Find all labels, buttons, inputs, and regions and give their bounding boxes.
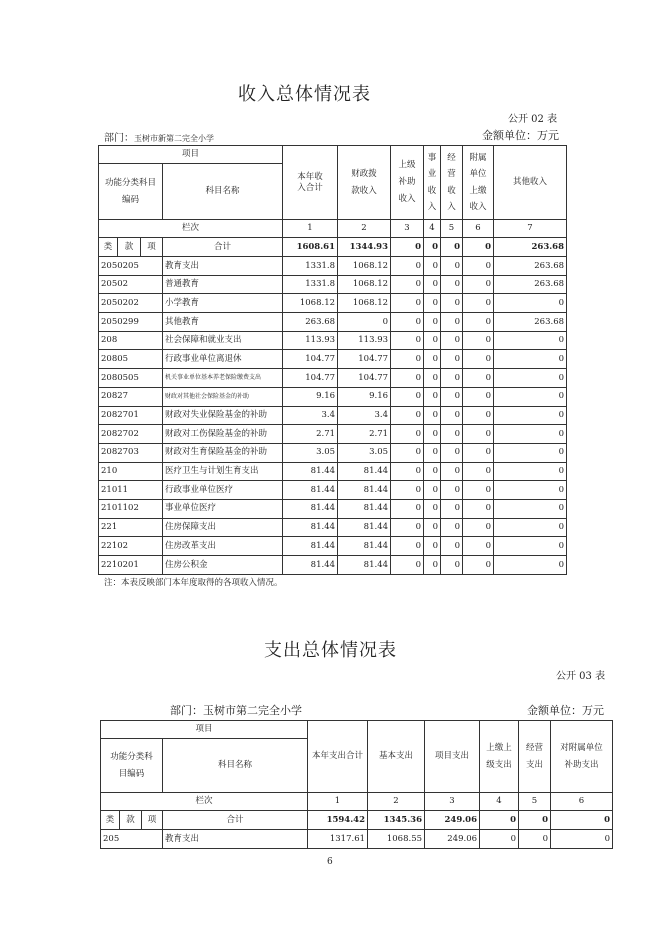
income-dept xyxy=(104,129,214,144)
col-header: 事业收入 xyxy=(424,146,441,220)
row-value: 0 xyxy=(494,481,567,500)
row-value: 249.06 xyxy=(425,830,480,849)
row-value: 0 xyxy=(391,462,424,481)
row-value: 81.44 xyxy=(338,556,391,575)
col-header: 其他收入 xyxy=(494,146,567,220)
row-name: 财政对工伤保险基金的补助 xyxy=(163,425,283,444)
total-value: 0 xyxy=(519,811,551,830)
table-row xyxy=(99,443,567,462)
row-value: 0 xyxy=(441,537,463,556)
col-header: 上缴上级支出 xyxy=(480,721,519,793)
header-name: 科目名称 xyxy=(163,164,283,220)
total-value: 263.68 xyxy=(494,238,567,257)
row-code: 2210201 xyxy=(99,556,163,575)
income-table xyxy=(98,145,567,575)
row-value: 0 xyxy=(463,257,494,276)
table-row xyxy=(99,275,567,294)
row-code: 2050205 xyxy=(99,257,163,276)
table-row xyxy=(99,350,567,369)
xiang-label: 项 xyxy=(141,238,163,257)
table-row xyxy=(99,387,567,406)
table-row xyxy=(99,369,567,388)
row-value: 3.4 xyxy=(283,406,338,425)
column-number: 5 xyxy=(519,793,551,811)
row-name: 行政事业单位医疗 xyxy=(163,481,283,500)
row-code: 205 xyxy=(101,830,163,849)
row-name: 住房公积金 xyxy=(163,556,283,575)
row-value: 0 xyxy=(494,294,567,313)
row-value: 0 xyxy=(463,556,494,575)
row-value: 0 xyxy=(494,537,567,556)
row-value: 81.44 xyxy=(283,499,338,518)
row-value: 0 xyxy=(519,830,551,849)
row-value: 0 xyxy=(391,331,424,350)
row-code: 21011 xyxy=(99,481,163,500)
dept-name: 玉树市新第二完全小学 xyxy=(134,134,214,143)
column-number: 4 xyxy=(480,793,519,811)
table-row xyxy=(99,537,567,556)
row-value: 0 xyxy=(463,537,494,556)
row-value: 0 xyxy=(463,481,494,500)
row-value: 0 xyxy=(441,425,463,444)
row-value: 0 xyxy=(551,830,613,849)
row-value: 0 xyxy=(463,462,494,481)
row-value: 0 xyxy=(424,425,441,444)
column-number: 3 xyxy=(425,793,480,811)
row-value: 104.77 xyxy=(338,369,391,388)
row-value: 104.77 xyxy=(338,350,391,369)
row-code: 2082701 xyxy=(99,406,163,425)
row-value: 0 xyxy=(463,331,494,350)
row-name: 其他教育 xyxy=(163,313,283,332)
row-value: 0 xyxy=(494,369,567,388)
row-value: 0 xyxy=(494,499,567,518)
row-value: 3.4 xyxy=(338,406,391,425)
column-number: 3 xyxy=(391,220,424,238)
col-header: 经营支出 xyxy=(519,721,551,793)
table-row xyxy=(99,406,567,425)
row-value: 0 xyxy=(391,443,424,462)
row-value: 1068.12 xyxy=(283,294,338,313)
col-header: 项目支出 xyxy=(425,721,480,793)
row-name: 机关事业单位基本养老保险缴费支出 xyxy=(163,369,283,388)
row-value: 0 xyxy=(441,556,463,575)
row-name: 行政事业单位离退休 xyxy=(163,350,283,369)
xiang-label: 项 xyxy=(142,811,163,830)
row-value: 0 xyxy=(494,518,567,537)
row-value: 0 xyxy=(424,462,441,481)
table-row xyxy=(99,518,567,537)
row-value: 2.71 xyxy=(283,425,338,444)
row-value: 0 xyxy=(480,830,519,849)
row-code: 20502 xyxy=(99,275,163,294)
row-value: 0 xyxy=(424,499,441,518)
row-name: 住房改革支出 xyxy=(163,537,283,556)
header-item: 项目 xyxy=(101,721,308,739)
header-code: 功能分类科目编码 xyxy=(99,164,163,220)
row-value: 0 xyxy=(424,387,441,406)
row-value: 0 xyxy=(424,313,441,332)
row-value: 0 xyxy=(391,556,424,575)
table-row xyxy=(99,462,567,481)
row-value: 9.16 xyxy=(283,387,338,406)
row-value: 263.68 xyxy=(494,257,567,276)
column-number: 4 xyxy=(424,220,441,238)
row-value: 0 xyxy=(424,556,441,575)
row-value: 0 xyxy=(441,443,463,462)
row-value: 0 xyxy=(441,499,463,518)
row-value: 0 xyxy=(463,313,494,332)
row-value: 0 xyxy=(441,369,463,388)
row-value: 0 xyxy=(441,275,463,294)
row-value: 0 xyxy=(391,275,424,294)
row-value: 1068.12 xyxy=(338,294,391,313)
table-row xyxy=(101,830,613,849)
expense-dept: 部门：玉树市第二完全小学 xyxy=(170,704,302,717)
column-number: 6 xyxy=(463,220,494,238)
col-header: 基本支出 xyxy=(368,721,425,793)
income-unit: 金额单位：万元 xyxy=(482,129,559,142)
row-value: 0 xyxy=(391,425,424,444)
row-value: 9.16 xyxy=(338,387,391,406)
dept-label: 部门： xyxy=(104,133,134,144)
row-value: 0 xyxy=(391,406,424,425)
table-row xyxy=(99,331,567,350)
row-value: 0 xyxy=(391,481,424,500)
row-value: 0 xyxy=(494,425,567,444)
row-value: 0 xyxy=(494,331,567,350)
row-value: 0 xyxy=(424,331,441,350)
row-value: 0 xyxy=(494,462,567,481)
row-value: 0 xyxy=(424,257,441,276)
row-value: 0 xyxy=(441,294,463,313)
income-note: 注：本表反映部门本年度取得的各项收入情况。 xyxy=(104,578,283,588)
row-value: 0 xyxy=(391,499,424,518)
row-name: 事业单位医疗 xyxy=(163,499,283,518)
total-value: 0 xyxy=(391,238,424,257)
col-header: 附属单位上缴收入 xyxy=(463,146,494,220)
row-value: 0 xyxy=(391,537,424,556)
row-name: 小学教育 xyxy=(163,294,283,313)
row-value: 113.93 xyxy=(338,331,391,350)
row-value: 0 xyxy=(424,481,441,500)
column-number: 2 xyxy=(368,793,425,811)
row-value: 0 xyxy=(463,518,494,537)
row-value: 1317.61 xyxy=(308,830,368,849)
header-code: 功能分类科目编码 xyxy=(101,739,163,793)
total-label: 合计 xyxy=(163,811,308,830)
row-value: 0 xyxy=(424,294,441,313)
row-value: 0 xyxy=(441,313,463,332)
row-value: 0 xyxy=(441,387,463,406)
row-value: 0 xyxy=(424,518,441,537)
column-number: 2 xyxy=(338,220,391,238)
lanci-label: 栏次 xyxy=(101,793,308,811)
total-value: 0 xyxy=(551,811,613,830)
row-value: 0 xyxy=(338,313,391,332)
column-number: 5 xyxy=(441,220,463,238)
total-value: 0 xyxy=(480,811,519,830)
row-value: 81.44 xyxy=(338,518,391,537)
row-name: 财政对其他社会保险基金的补助 xyxy=(163,387,283,406)
row-value: 263.68 xyxy=(494,313,567,332)
row-value: 0 xyxy=(463,425,494,444)
row-value: 0 xyxy=(463,387,494,406)
col-header: 本年支出合计 xyxy=(308,721,368,793)
col-header: 对附属单位补助支出 xyxy=(551,721,613,793)
row-code: 221 xyxy=(99,518,163,537)
kuan-label: 款 xyxy=(118,238,141,257)
table-row xyxy=(99,425,567,444)
table-row xyxy=(99,294,567,313)
row-value: 113.93 xyxy=(283,331,338,350)
row-value: 81.44 xyxy=(283,481,338,500)
row-value: 0 xyxy=(463,369,494,388)
lei-label: 类 xyxy=(99,238,118,257)
table-row xyxy=(99,556,567,575)
row-name: 教育支出 xyxy=(163,257,283,276)
row-value: 1331.8 xyxy=(283,257,338,276)
row-value: 0 xyxy=(463,406,494,425)
row-value: 0 xyxy=(441,481,463,500)
lanci-label: 栏次 xyxy=(99,220,283,238)
col-header: 本年收入合计 xyxy=(283,146,338,220)
row-value: 2.71 xyxy=(338,425,391,444)
row-value: 3.05 xyxy=(338,443,391,462)
row-code: 208 xyxy=(99,331,163,350)
row-value: 3.05 xyxy=(283,443,338,462)
total-value: 0 xyxy=(441,238,463,257)
column-number: 6 xyxy=(551,793,613,811)
row-value: 0 xyxy=(441,350,463,369)
row-value: 0 xyxy=(463,350,494,369)
expense-table xyxy=(100,720,613,849)
header-item: 项目 xyxy=(99,146,283,164)
row-code: 22102 xyxy=(99,537,163,556)
col-header: 上级补助收入 xyxy=(391,146,424,220)
row-value: 104.77 xyxy=(283,350,338,369)
row-value: 0 xyxy=(391,313,424,332)
row-value: 1068.12 xyxy=(338,257,391,276)
row-value: 0 xyxy=(463,499,494,518)
row-value: 0 xyxy=(441,331,463,350)
row-value: 0 xyxy=(391,294,424,313)
row-name: 社会保障和就业支出 xyxy=(163,331,283,350)
row-value: 0 xyxy=(494,443,567,462)
row-name: 住房保障支出 xyxy=(163,518,283,537)
row-name: 医疗卫生与计划生育支出 xyxy=(163,462,283,481)
row-value: 81.44 xyxy=(283,537,338,556)
row-value: 0 xyxy=(441,406,463,425)
row-value: 81.44 xyxy=(338,537,391,556)
col-header: 财政拨款收入 xyxy=(338,146,391,220)
row-value: 0 xyxy=(391,257,424,276)
row-value: 0 xyxy=(463,443,494,462)
expense-title: 支出总体情况表 xyxy=(264,640,397,661)
income-form-no: 公开 02 表 xyxy=(508,114,558,125)
row-value: 1068.12 xyxy=(338,275,391,294)
row-value: 81.44 xyxy=(283,462,338,481)
row-value: 0 xyxy=(494,350,567,369)
row-code: 2080505 xyxy=(99,369,163,388)
row-value: 81.44 xyxy=(338,462,391,481)
expense-unit: 金额单位：万元 xyxy=(527,704,604,717)
row-name: 财政对生育保险基金的补助 xyxy=(163,443,283,462)
row-code: 2082703 xyxy=(99,443,163,462)
row-value: 104.77 xyxy=(283,369,338,388)
row-value: 0 xyxy=(494,387,567,406)
row-name: 财政对失业保险基金的补助 xyxy=(163,406,283,425)
row-value: 263.68 xyxy=(283,313,338,332)
row-value: 0 xyxy=(391,369,424,388)
row-code: 2050202 xyxy=(99,294,163,313)
row-value: 0 xyxy=(424,406,441,425)
row-code: 2050299 xyxy=(99,313,163,332)
row-value: 0 xyxy=(424,443,441,462)
expense-form-no: 公开 03 表 xyxy=(556,671,606,682)
row-value: 1331.8 xyxy=(283,275,338,294)
row-value: 81.44 xyxy=(338,499,391,518)
row-value: 0 xyxy=(494,406,567,425)
row-code: 2101102 xyxy=(99,499,163,518)
table-row xyxy=(99,499,567,518)
table-row xyxy=(99,481,567,500)
row-value: 0 xyxy=(463,294,494,313)
row-value: 263.68 xyxy=(494,275,567,294)
row-value: 81.44 xyxy=(283,518,338,537)
row-value: 0 xyxy=(441,257,463,276)
row-value: 0 xyxy=(441,518,463,537)
total-value: 1344.93 xyxy=(338,238,391,257)
total-label: 合计 xyxy=(163,238,283,257)
row-name: 教育支出 xyxy=(163,830,308,849)
row-name: 普通教育 xyxy=(163,275,283,294)
row-value: 0 xyxy=(424,350,441,369)
header-name: 科目名称 xyxy=(163,739,308,793)
lei-label: 类 xyxy=(101,811,120,830)
page-number: 6 xyxy=(327,857,333,867)
row-value: 0 xyxy=(391,387,424,406)
row-value: 0 xyxy=(391,350,424,369)
row-code: 20827 xyxy=(99,387,163,406)
row-value: 0 xyxy=(424,275,441,294)
row-code: 20805 xyxy=(99,350,163,369)
kuan-label: 款 xyxy=(120,811,142,830)
table-row xyxy=(99,257,567,276)
row-value: 0 xyxy=(424,369,441,388)
row-value: 1068.55 xyxy=(368,830,425,849)
table-row xyxy=(99,313,567,332)
column-number: 1 xyxy=(283,220,338,238)
row-code: 2082702 xyxy=(99,425,163,444)
total-value: 0 xyxy=(463,238,494,257)
col-header: 经营收入 xyxy=(441,146,463,220)
row-value: 81.44 xyxy=(283,556,338,575)
row-value: 0 xyxy=(424,537,441,556)
total-value: 249.06 xyxy=(425,811,480,830)
row-value: 0 xyxy=(391,518,424,537)
row-value: 81.44 xyxy=(338,481,391,500)
row-value: 0 xyxy=(441,462,463,481)
total-value: 0 xyxy=(424,238,441,257)
total-value: 1345.36 xyxy=(368,811,425,830)
total-value: 1608.61 xyxy=(283,238,338,257)
row-value: 0 xyxy=(494,556,567,575)
column-number: 1 xyxy=(308,793,368,811)
total-value: 1594.42 xyxy=(308,811,368,830)
column-number: 7 xyxy=(494,220,567,238)
row-code: 210 xyxy=(99,462,163,481)
income-title: 收入总体情况表 xyxy=(238,84,371,105)
row-value: 0 xyxy=(463,275,494,294)
